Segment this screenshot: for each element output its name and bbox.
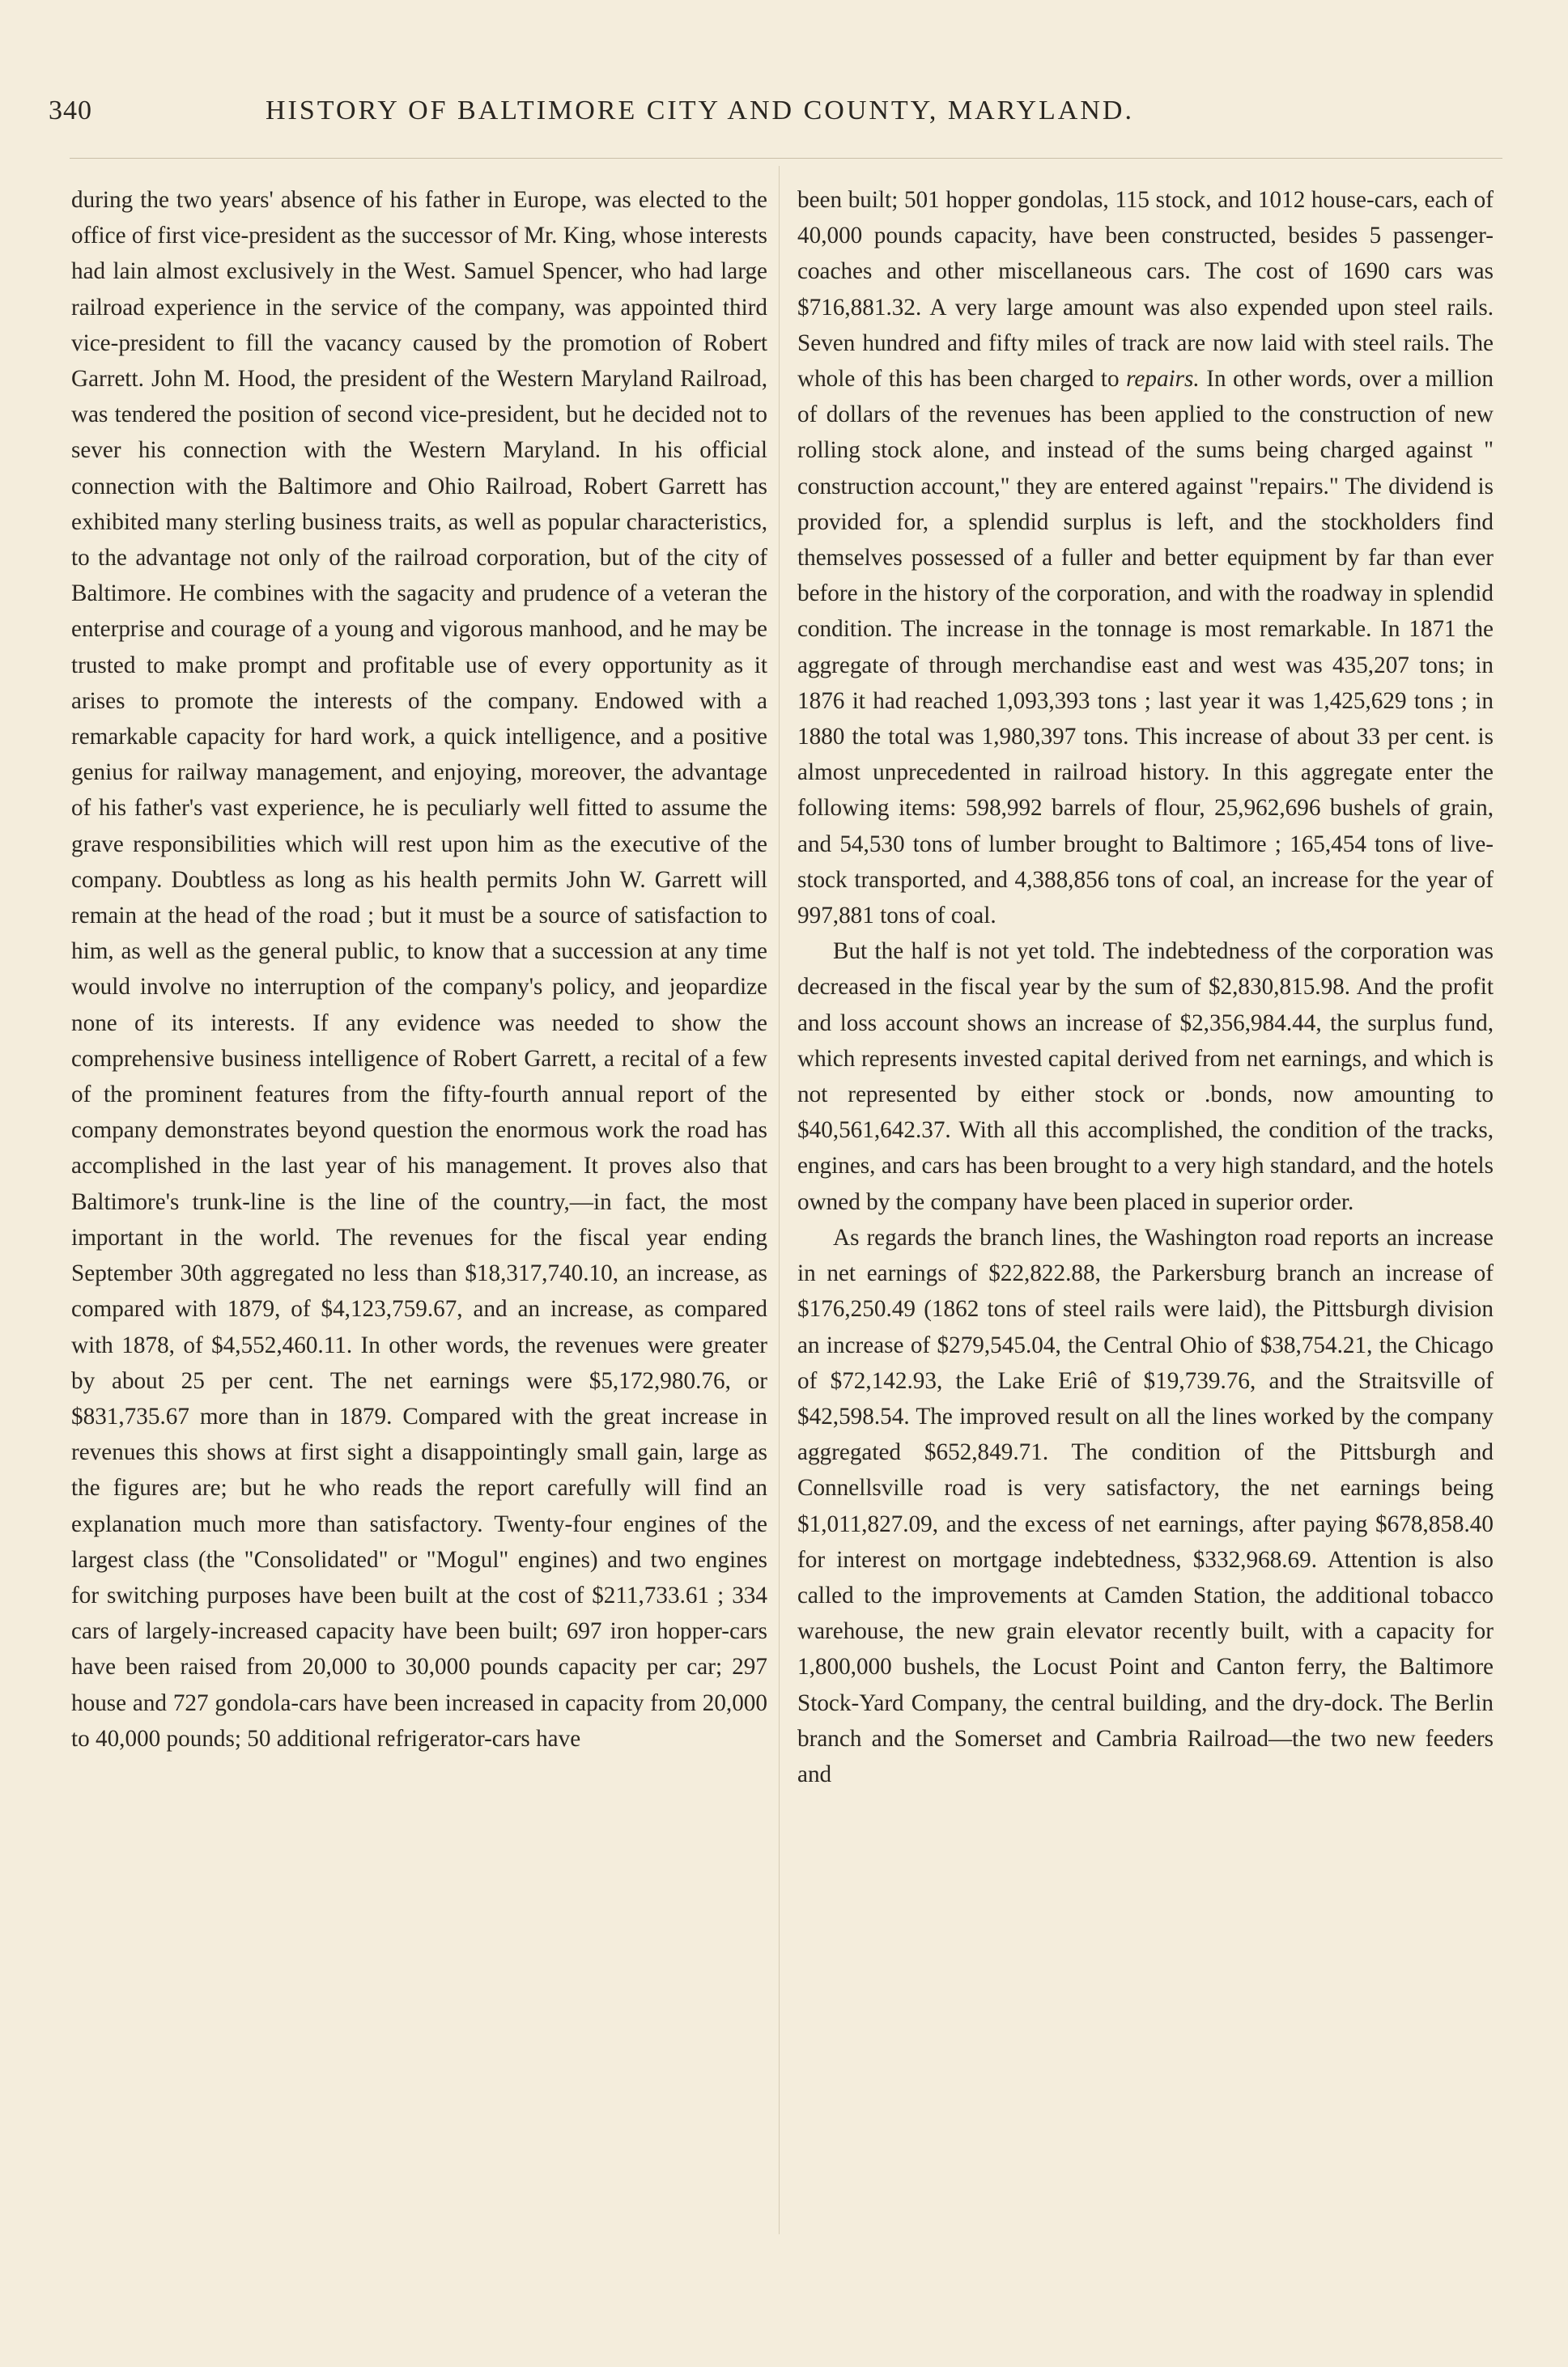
right-column-paragraph-2: But the half is not yet told. The indebtedness of the corporation was decreased in the fiscal year by the sum of $2,830,815.98. And the profit and loss account shows an increase of $2,356,984.44, the surplus fund, which represents invested capital derived from net earnings, and which is not represented by either stock or .bonds, now amounting to $40,561,642.37. With all this accomplished, the condition of the tracks, engines, and cars has been brought to a very high standard, and the hotels owned by the company have been placed in superior order. [797, 938, 1494, 1215]
left-column-paragraph: during the two years' absence of his father in Europe, was elected to the office of first vice-president as the successor of Mr. King, whose interests had lain almost exclusively in the West. Samuel Spencer, who had large railroad experience in the service of the company, was appointed third vice-president to fill the vacancy caused by the promotion of Robert Garrett. John M. Hood, the president of the Western Maryland Railroad, was tendered the position of second vice-president, but he decided not to sever his connection with the Western Maryland. In his official connection with the Baltimore and Ohio Railroad, Robert Garrett has exhibited many sterling business traits, as well as popular characteristics, to the advantage not only of the railroad corporation, but of the city of Baltimore. He combines with the sagacity and prudence of a veteran the enterprise and courage of a young and vigorous manhood, and he may be trusted to make prompt and profitable use of every opportunity as it arises to promote the interests of the company. Endowed with a remarkable capacity for hard work, a quick intelligence, and a positive genius for railway management, and enjoying, moreover, the advantage of his father's vast experience, he is peculiarly well fitted to assume the grave responsibilities which will rest upon him as the executive of the company. Doubtless as long as his health permits John W. Garrett will remain at the head of the road ; but it must be a source of satisfaction to him, as well as the general public, to know that a succession at any time would involve no interruption of the company's policy, and jeopardize none of its interests. If any evidence was needed to show the comprehensive business intelligence of Robert Garrett, a recital of a few of the prominent features from the fifty-fourth annual report of the company demonstrates beyond question the enormous work the road has accomplished in the last year of his management. It proves also that Baltimore's trunk-line is the line of the country,—in fact, the most important in the world. The revenues for the fiscal year ending September 30th aggregated no less than $18,317,740.10, an increase, as compared with 1879, of $4,123,759.67, and an increase, as compared with 1878, of $4,552,460.11. In other words, the revenues were greater by about 25 per cent. The net earnings were $5,172,980.76, or $831,735.67 more than in 1879. Compared with the great increase in revenues this shows at first sight a disappointingly small gain, large as the figures are; but he who reads the report carefully will find an explanation much more than satisfactory. Twenty-four engines of the largest class (the "Consolidated" or "Mogul" engines) and two engines for switching purposes have been built at the cost of $211,733.61 ; 334 cars of largely-increased capacity have been built; 697 iron hopper-cars have been raised from 20,000 to 30,000 pounds capacity per car; 297 house and 727 gondola-cars have been increased in capacity from 20,000 to 40,000 pounds; 50 additional refrigerator-cars have [71, 187, 767, 1752]
right-column-paragraph-1 [797, 182, 1494, 933]
paragraph-text: In other words, over a million of dollars of the revenues has been applied to the construction of new rolling stock alone, and instead of the sums being charged against " construction account," they are entered against "repairs." The dividend is provided for, a splendid surplus is left, and the stockholders find themselves possessed of a fuller and better equipment by far than ever before in the history of the corporation, and with the roadway in splendid condition. The increase in the tonnage is most remarkable. In 1871 the aggregate of through merchandise east and west was 435,207 tons; in 1876 it had reached 1,093,393 tons ; last year it was 1,425,629 tons ; in 1880 the total was 1,980,397 tons. This increase of about 33 per cent. is almost unprecedented in railroad history. In this aggregate enter the following items: 598,992 barrels of flour, 25,962,696 bushels of grain, and 54,530 tons of lumber brought to Baltimore ; 165,454 tons of live-stock transported, and 4,388,856 tons of coal, an increase for the year of 997,881 tons of coal. [797, 366, 1494, 929]
right-column [797, 182, 1494, 1792]
header-rule [70, 158, 1502, 159]
left-column [71, 182, 767, 1757]
column-divider [779, 166, 780, 2234]
paragraph-text: been built; 501 hopper gondolas, 115 stock, and 1012 house-cars, each of 40,000 pounds capacity, have been constructed, besides 5 passenger-coaches and other miscellaneous cars. The cost of 1690 cars was $716,881.32. A very large amount was also expended upon steel rails. Seven hundred and fifty miles of track are now laid with steel rails. The whole of this has been charged to [797, 187, 1494, 393]
page-number: 340 [49, 96, 92, 125]
right-column-paragraph-3: As regards the branch lines, the Washington road reports an increase in net earnings of $22,822.88, the Parkersburg branch an increase of $176,250.49 (1862 tons of steel rails were laid), the Pittsburgh division an increase of $279,545.04, the Central Ohio of $38,754.21, the Chicago of $72,142.93, the Lake Eriê of $19,739.76, and the Straitsville of $42,598.54. The improved result on all the lines worked by the company aggregated $652,849.71. The condition of the Pittsburgh and Connellsville road is very satisfactory, the net earnings being $1,011,827.09, and the excess of net earnings, after paying $678,858.40 for interest on mortgage indebtedness, $332,968.69. Attention is also called to the improvements at Camden Station, the additional tobacco warehouse, the new grain elevator recently built, with a capacity for 1,800,000 bushels, the Locust Point and Canton ferry, the Baltimore Stock-Yard Company, the central building, and the dry-dock. The Berlin branch and the Somerset and Cambria Railroad—the two new feeders and [797, 1224, 1494, 1787]
page-header [49, 96, 1506, 136]
running-title: HISTORY OF BALTIMORE CITY AND COUNTY, MARYLAND. [266, 96, 1134, 125]
italic-word: repairs. [1126, 366, 1200, 393]
